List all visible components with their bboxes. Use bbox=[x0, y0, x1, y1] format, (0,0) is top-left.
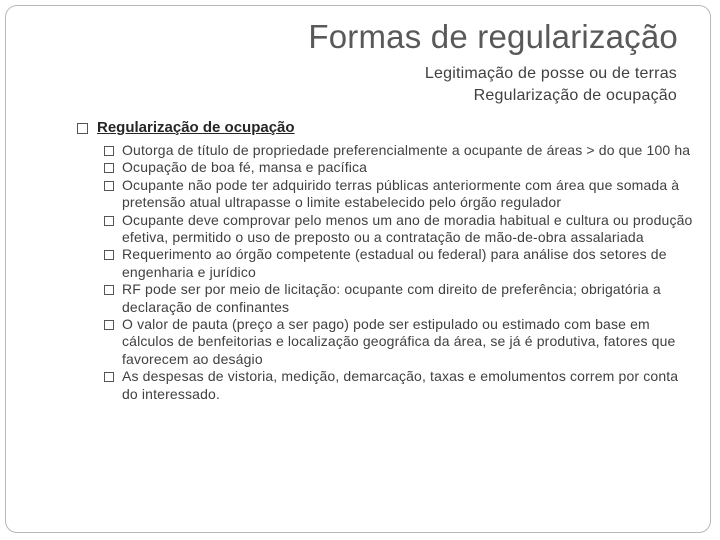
slide-title: Formas de regularização bbox=[308, 18, 678, 55]
list-item bbox=[104, 316, 694, 368]
list-item-text: RF pode ser por meio de licitação: ocupante com direito de preferência; obrigatória a declaração de confinantes bbox=[122, 281, 661, 315]
list-item-text: As despesas de vistoria, medição, demarcação, taxas e emolumentos correm por conta do interessado. bbox=[122, 368, 679, 402]
list-item bbox=[104, 281, 694, 316]
list-item bbox=[104, 368, 694, 403]
list-item bbox=[104, 212, 694, 247]
slide-frame bbox=[5, 5, 711, 533]
subtitle-block bbox=[425, 63, 677, 107]
bullet-box-icon bbox=[104, 320, 114, 330]
list-item-text: Outorga de título de propriedade preferencialmente a ocupante de áreas > do que 100 ha bbox=[122, 142, 691, 158]
list-item-text: Requerimento ao órgão competente (estadual ou federal) para análise dos setores de engenharia e jurídico bbox=[122, 246, 667, 280]
list-item-text: Ocupação de boa fé, mansa e pacífica bbox=[122, 159, 368, 176]
bullet-box-icon bbox=[104, 250, 114, 260]
bullet-box-icon bbox=[77, 123, 88, 134]
bullet-box-icon bbox=[104, 372, 114, 382]
section-heading: Regularização de ocupação bbox=[97, 119, 295, 136]
list-item-text: O valor de pauta (preço a ser pago) pode ser estipulado ou estimado com base em cálculos de benfeitorias e localização geográfica da área, se já é produtiva, fatores que favorecem ao deságio bbox=[122, 316, 676, 367]
bullet-box-icon bbox=[104, 146, 114, 156]
bullet-box-icon bbox=[104, 163, 114, 173]
list-item bbox=[104, 159, 694, 176]
list-item-text: Ocupante deve comprovar pelo menos um ano de moradia habitual e cultura ou produção efetiva, permitido o uso de preposto ou a contratação de mão-de-obra assalariada bbox=[122, 211, 693, 246]
list-item bbox=[104, 246, 694, 281]
bullet-box-icon bbox=[104, 285, 114, 295]
bullet-box-icon bbox=[104, 181, 114, 191]
bullet-box-icon bbox=[104, 216, 114, 226]
list-item bbox=[104, 177, 694, 212]
list-item bbox=[104, 142, 694, 159]
subtitle-line-1: Legitimação de posse ou de terras bbox=[424, 65, 677, 82]
item-list bbox=[104, 142, 694, 403]
subtitle-line-2: Regularização de ocupação bbox=[473, 87, 677, 104]
list-item-text: Ocupante não pode ter adquirido terras públicas anteriormente com área que somada à pretensão atual ultrapasse o limite estabelecido pelo órgão regulador bbox=[122, 176, 680, 211]
